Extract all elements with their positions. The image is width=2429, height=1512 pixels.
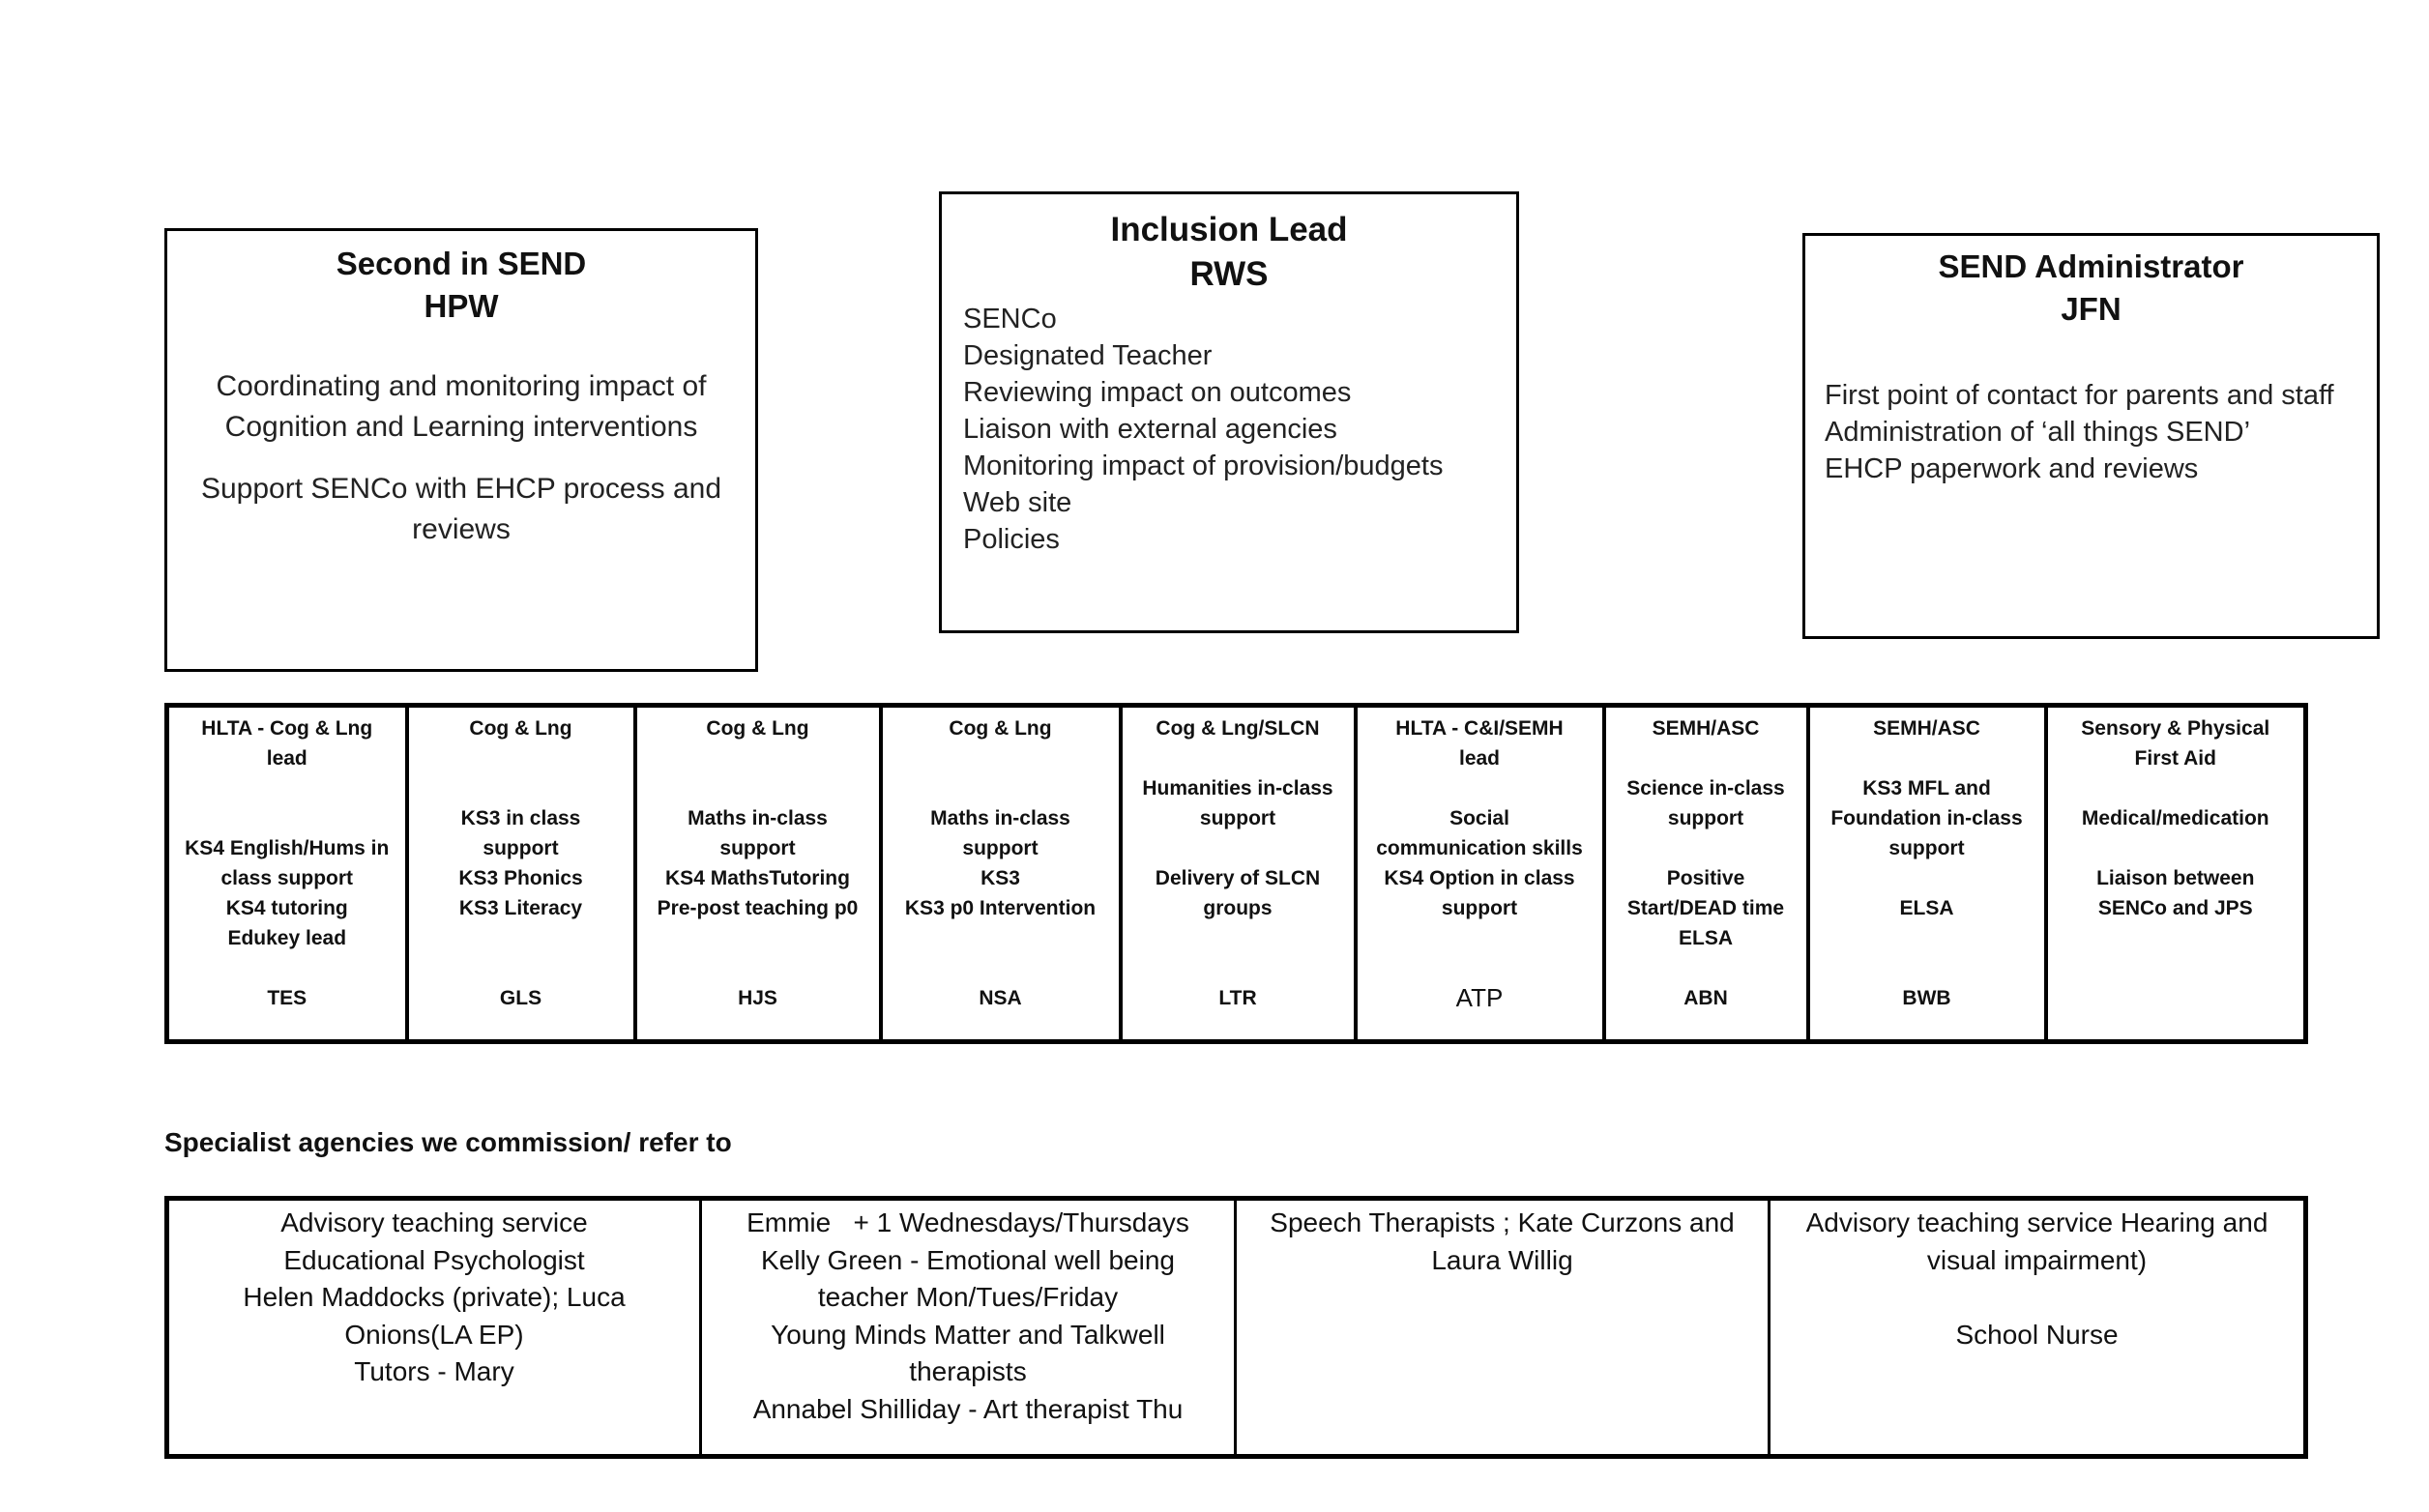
second-in-send-initials: HPW bbox=[424, 288, 499, 324]
support-staff-table bbox=[164, 703, 2308, 1044]
role-detail bbox=[415, 953, 628, 983]
role-detail: support bbox=[1199, 807, 1276, 829]
role-detail: Maths in-class bbox=[930, 807, 1070, 829]
agency-line bbox=[1784, 1279, 2290, 1317]
second-in-send-desc-1: Coordinating and monitoring impact of Cognition and Learning interventions bbox=[216, 370, 707, 443]
role-detail bbox=[1128, 743, 1348, 773]
agency-cell bbox=[701, 1199, 1236, 1457]
role-detail bbox=[175, 773, 399, 803]
agency-cell bbox=[167, 1199, 701, 1457]
role-detail: Medical/medication bbox=[2081, 807, 2269, 829]
duty-item: Monitoring impact of provision/budgets bbox=[963, 451, 1444, 481]
agency-line: Speech Therapists ; Kate Curzons and bbox=[1270, 1207, 1735, 1237]
role-detail: KS3 Literacy bbox=[458, 897, 583, 919]
inclusion-lead-box bbox=[939, 191, 1519, 633]
second-in-send-box bbox=[164, 228, 758, 672]
duty-item: EHCP paperwork and reviews bbox=[1825, 453, 2199, 484]
role-title: SEMH/ASC bbox=[1652, 717, 1760, 740]
role-detail bbox=[415, 923, 628, 953]
role-detail bbox=[643, 923, 873, 953]
agency-cell bbox=[1236, 1199, 1770, 1457]
duty-item: First point of contact for parents and staff bbox=[1825, 380, 2334, 411]
role-detail bbox=[1816, 743, 2038, 773]
role-detail: groups bbox=[1203, 897, 1273, 919]
role-detail: Social bbox=[1449, 807, 1509, 829]
role-detail: Maths in-class bbox=[688, 807, 828, 829]
role-cell bbox=[635, 706, 881, 1042]
staff-initials: ATP bbox=[1455, 983, 1504, 1012]
staff-initials bbox=[2054, 983, 2298, 1013]
inclusion-lead-duties bbox=[942, 301, 1516, 558]
role-cell bbox=[1808, 706, 2046, 1042]
role-title: SEMH/ASC bbox=[1873, 717, 1980, 740]
role-detail: Liaison between bbox=[2096, 867, 2255, 889]
role-detail: Positive bbox=[1666, 867, 1745, 889]
role-detail: support bbox=[1667, 807, 1744, 829]
second-in-send-title: Second in SEND bbox=[336, 246, 587, 281]
agency-cell bbox=[1770, 1199, 2306, 1457]
role-detail bbox=[2054, 953, 2298, 983]
inclusion-lead-initials: RWS bbox=[1189, 255, 1269, 293]
role-detail bbox=[643, 773, 873, 803]
role-detail: KS3 MFL and bbox=[1862, 777, 1991, 800]
role-detail: communication skills bbox=[1376, 837, 1583, 859]
role-detail bbox=[1128, 833, 1348, 863]
agency-line: Advisory teaching service bbox=[280, 1207, 588, 1237]
role-detail: ELSA bbox=[1678, 927, 1733, 949]
agency-line: Kelly Green - Emotional well being bbox=[761, 1244, 1175, 1275]
agency-line: Educational Psychologist bbox=[283, 1244, 585, 1275]
role-detail: support bbox=[719, 837, 796, 859]
staff-initials: TES bbox=[267, 987, 307, 1009]
role-title: Sensory & Physical bbox=[2081, 717, 2270, 740]
agency-line: Laura Willig bbox=[1431, 1244, 1573, 1275]
role-detail: ELSA bbox=[1899, 897, 1954, 919]
role-title: HLTA - C&I/SEMH bbox=[1395, 717, 1564, 740]
role-title: Cog & Lng/SLCN bbox=[1156, 717, 1320, 740]
role-title: Cog & Lng bbox=[469, 717, 572, 740]
role-detail bbox=[1128, 923, 1348, 953]
role-cell bbox=[1356, 706, 1604, 1042]
table-row bbox=[167, 706, 2306, 1042]
role-detail: Science in-class bbox=[1626, 777, 1785, 800]
role-detail: Delivery of SLCN bbox=[1155, 867, 1321, 889]
staff-initials: HJS bbox=[738, 987, 777, 1009]
send-administrator-duties bbox=[1805, 377, 2377, 487]
role-detail: Foundation in-class bbox=[1830, 807, 2023, 829]
staff-initials: LTR bbox=[1218, 987, 1257, 1009]
duty-item: Reviewing impact on outcomes bbox=[963, 377, 1352, 408]
staff-initials: ABN bbox=[1683, 987, 1728, 1009]
role-detail bbox=[1612, 743, 1800, 773]
role-detail: KS4 MathsTutoring bbox=[665, 867, 850, 889]
staff-initials: GLS bbox=[499, 987, 542, 1009]
role-detail bbox=[889, 923, 1113, 953]
agency-line: Young Minds Matter and Talkwell bbox=[771, 1319, 1165, 1350]
role-detail bbox=[175, 803, 399, 833]
role-detail bbox=[1612, 833, 1800, 863]
duty-item: Designated Teacher bbox=[963, 340, 1213, 371]
agency-line: Tutors - Mary bbox=[354, 1356, 514, 1386]
role-cell bbox=[2046, 706, 2306, 1042]
agencies-table bbox=[164, 1196, 2308, 1459]
role-detail bbox=[643, 953, 873, 983]
agency-line: therapists bbox=[909, 1356, 1027, 1386]
inclusion-lead-title: Inclusion Lead bbox=[1110, 211, 1348, 248]
role-detail: Pre-post teaching p0 bbox=[657, 897, 859, 919]
role-detail bbox=[1363, 773, 1596, 803]
send-administrator-title: SEND Administrator bbox=[1938, 248, 2244, 284]
duty-item: Liaison with external agencies bbox=[963, 414, 1337, 445]
role-detail bbox=[889, 773, 1113, 803]
role-detail: Edukey lead bbox=[227, 927, 347, 949]
role-detail: support bbox=[1441, 897, 1518, 919]
agencies-heading: Specialist agencies we commission/ refer to bbox=[164, 1127, 732, 1157]
role-detail bbox=[1816, 923, 2038, 953]
agency-line: Onions(LA EP) bbox=[344, 1319, 524, 1350]
role-detail bbox=[2054, 833, 2298, 863]
agency-line: teacher Mon/Tues/Friday bbox=[817, 1282, 1119, 1312]
agency-line: School Nurse bbox=[1955, 1319, 2119, 1350]
role-detail bbox=[1128, 953, 1348, 983]
role-detail bbox=[1363, 953, 1596, 983]
role-detail bbox=[1612, 953, 1800, 983]
agency-line: Annabel Shilliday - Art therapist Thu bbox=[752, 1393, 1184, 1424]
role-cell bbox=[167, 706, 407, 1042]
role-detail: KS4 tutoring bbox=[225, 897, 348, 919]
duty-item: Administration of ‘all things SEND’ bbox=[1825, 417, 2251, 448]
second-in-send-desc-2: Support SENCo with EHCP process and reviews bbox=[200, 473, 722, 545]
agency-line: Advisory teaching service Hearing and bbox=[1805, 1207, 2268, 1237]
duty-item: Policies bbox=[963, 524, 1060, 555]
role-detail bbox=[1816, 953, 2038, 983]
role-detail: Start/DEAD time bbox=[1626, 897, 1785, 919]
role-detail bbox=[2054, 773, 2298, 803]
agency-line: visual impairment) bbox=[1926, 1244, 2148, 1275]
table-row bbox=[167, 1199, 2306, 1457]
role-cell bbox=[881, 706, 1121, 1042]
role-title: Cog & Lng bbox=[706, 717, 809, 740]
role-detail bbox=[415, 773, 628, 803]
role-detail bbox=[175, 953, 399, 983]
role-detail bbox=[1816, 863, 2038, 893]
agency-line: Helen Maddocks (private); Luca bbox=[243, 1282, 626, 1312]
role-detail: KS3 in class bbox=[460, 807, 581, 829]
role-detail: Humanities in-class bbox=[1142, 777, 1333, 800]
send-administrator-box bbox=[1802, 233, 2380, 639]
role-title: HLTA - Cog & Lng bbox=[201, 717, 373, 740]
role-detail: KS4 Option in class bbox=[1384, 867, 1575, 889]
role-detail bbox=[889, 953, 1113, 983]
role-detail bbox=[415, 743, 628, 773]
staff-initials: NSA bbox=[979, 987, 1022, 1009]
send-administrator-initials: JFN bbox=[2061, 291, 2122, 327]
role-detail: First Aid bbox=[2134, 747, 2216, 770]
role-detail: KS3 p0 Intervention bbox=[904, 897, 1097, 919]
role-detail: support bbox=[962, 837, 1039, 859]
staff-initials: BWB bbox=[1902, 987, 1951, 1009]
role-detail: SENCo and JPS bbox=[2097, 897, 2253, 919]
role-cell bbox=[1121, 706, 1356, 1042]
role-detail bbox=[643, 743, 873, 773]
role-detail bbox=[889, 743, 1113, 773]
role-detail: KS3 bbox=[980, 867, 1020, 889]
role-detail: KS3 Phonics bbox=[458, 867, 583, 889]
role-detail bbox=[1363, 923, 1596, 953]
role-detail: lead bbox=[1458, 747, 1501, 770]
role-detail: support bbox=[483, 837, 559, 859]
role-detail: KS4 English/Hums in bbox=[185, 837, 390, 859]
role-detail: support bbox=[1888, 837, 1965, 859]
role-cell bbox=[1604, 706, 1808, 1042]
role-cell bbox=[407, 706, 635, 1042]
duty-item: Web site bbox=[963, 487, 1072, 518]
role-title: Cog & Lng bbox=[949, 717, 1052, 740]
agency-line: Emmie + 1 Wednesdays/Thursdays bbox=[746, 1207, 1189, 1237]
role-detail bbox=[2054, 923, 2298, 953]
role-detail: class support bbox=[220, 867, 354, 889]
role-detail: lead bbox=[266, 747, 307, 770]
duty-item: SENCo bbox=[963, 304, 1057, 334]
